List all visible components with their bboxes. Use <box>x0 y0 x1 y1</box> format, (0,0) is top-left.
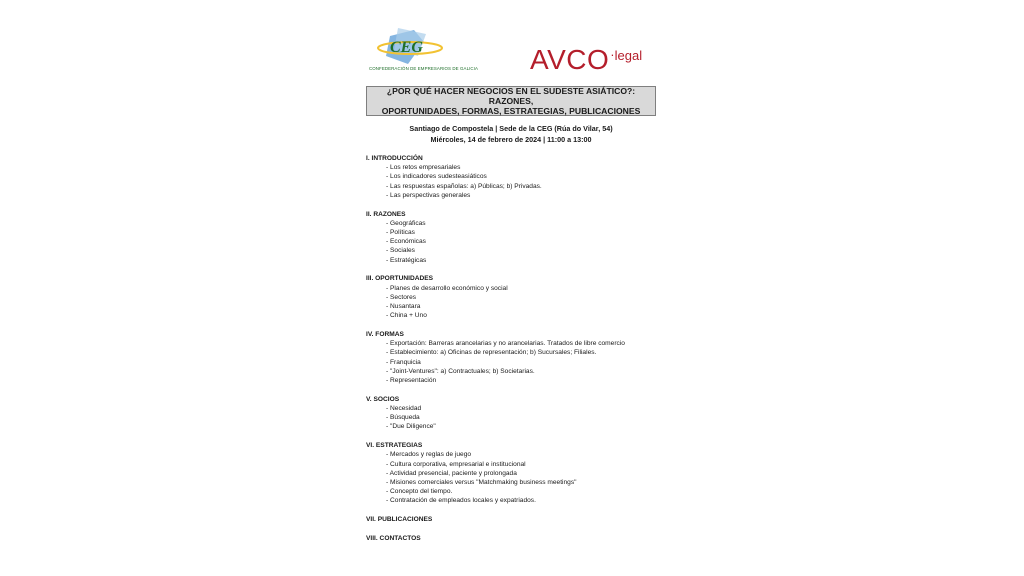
venue-location: Santiago de Compostela | Sede de la CEG (Rúa do Vilar, 54) <box>409 124 613 133</box>
agenda-item: - "Joint-Ventures": a) Contractuales; b) Societarias. <box>386 367 535 375</box>
agenda-item: - Mercados y reglas de juego <box>386 451 472 459</box>
agenda-section <box>366 154 660 200</box>
venue-info <box>366 124 656 145</box>
agenda-section <box>366 210 660 265</box>
avco-legal-logo <box>530 46 642 74</box>
agenda-item: - Actividad presencial, paciente y prolongada <box>386 469 517 477</box>
agenda-section <box>366 274 660 320</box>
agenda-item: - China + Uno <box>386 312 427 320</box>
agenda-item: - Sociales <box>386 247 415 255</box>
agenda-section-title: V. SOCIOS <box>366 395 400 403</box>
agenda-section <box>366 534 660 543</box>
agenda-section-title: II. RAZONES <box>366 210 406 218</box>
avco-logo-main: AVCO <box>530 44 610 75</box>
agenda-item: - Representación <box>386 377 437 385</box>
agenda-item: - Búsqueda <box>386 414 420 422</box>
agenda-item: - Los indicadores sudesteasiáticos <box>386 173 487 181</box>
venue-date-time: Miércoles, 14 de febrero de 2024 | 11:00 a 13:00 <box>430 134 592 144</box>
agenda-item: - Sectores <box>386 293 417 301</box>
agenda-list <box>366 154 660 553</box>
agenda-section <box>366 441 660 505</box>
document-title-box <box>366 86 656 116</box>
agenda-item: - "Due Diligence" <box>386 423 436 431</box>
avco-logo-dot: · <box>610 47 615 62</box>
agenda-section-title: VI. ESTRATEGIAS <box>366 442 423 450</box>
agenda-item: - Económicas <box>386 238 426 246</box>
ceg-caption: CONFEDERACIÓN DE EMPRESARIOS DE GALICIA <box>369 66 479 71</box>
agenda-item: - Contratación de empleados locales y expatriados. <box>386 497 536 505</box>
agenda-section <box>366 330 660 385</box>
agenda-item: - Necesidad <box>386 405 422 413</box>
agenda-item: - Establecimiento: a) Oficinas de representación; b) Sucursales; Filiales. <box>386 349 597 357</box>
agenda-item: - Los retos empresariales <box>386 164 461 172</box>
agenda-item: - Geográficas <box>386 219 426 227</box>
agenda-section-title: I. INTRODUCCIÓN <box>366 155 423 162</box>
agenda-item: - Las perspectivas generales <box>386 191 471 199</box>
agenda-item: - Las respuestas españolas: a) Públicas; b) Privadas. <box>386 182 542 190</box>
agenda-item: - Estratégicas <box>386 256 427 264</box>
document-page <box>366 24 660 564</box>
document-title-line-1: ¿POR QUÉ HACER NEGOCIOS EN EL SUDESTE ASIÁTICO?: RAZONES, <box>386 86 636 106</box>
agenda-section-title: VII. PUBLICACIONES <box>366 516 433 524</box>
agenda-section <box>366 515 660 524</box>
agenda-item: - Exportación: Barreras arancelarias y no arancelarias. Tratados de libre comercio <box>386 340 625 348</box>
agenda-section-title: IV. FORMAS <box>366 331 404 339</box>
agenda-item: - Concepto del tiempo. <box>386 488 453 496</box>
agenda-section <box>366 395 660 432</box>
avco-logo-suffix: legal <box>614 48 643 63</box>
agenda-item: - Planes de desarrollo económico y social <box>386 284 508 292</box>
agenda-item: - Nusantara <box>386 303 421 311</box>
logo-row <box>366 24 660 80</box>
agenda-item: - Políticas <box>386 229 415 237</box>
agenda-item: - Cultura corporativa, empresarial e institucional <box>386 460 526 468</box>
agenda-section-title: III. OPORTUNIDADES <box>366 275 434 283</box>
agenda-item: - Franquicia <box>386 358 421 366</box>
agenda-section-title: VIII. CONTACTOS <box>366 535 421 543</box>
ceg-logo-text: CEG <box>390 39 423 56</box>
agenda-item: - Misiones comerciales versus "Matchmaking business meetings" <box>386 479 577 487</box>
document-title-line-2: OPORTUNIDADES, FORMAS, ESTRATEGIAS, PUBLICACIONES <box>381 106 641 116</box>
